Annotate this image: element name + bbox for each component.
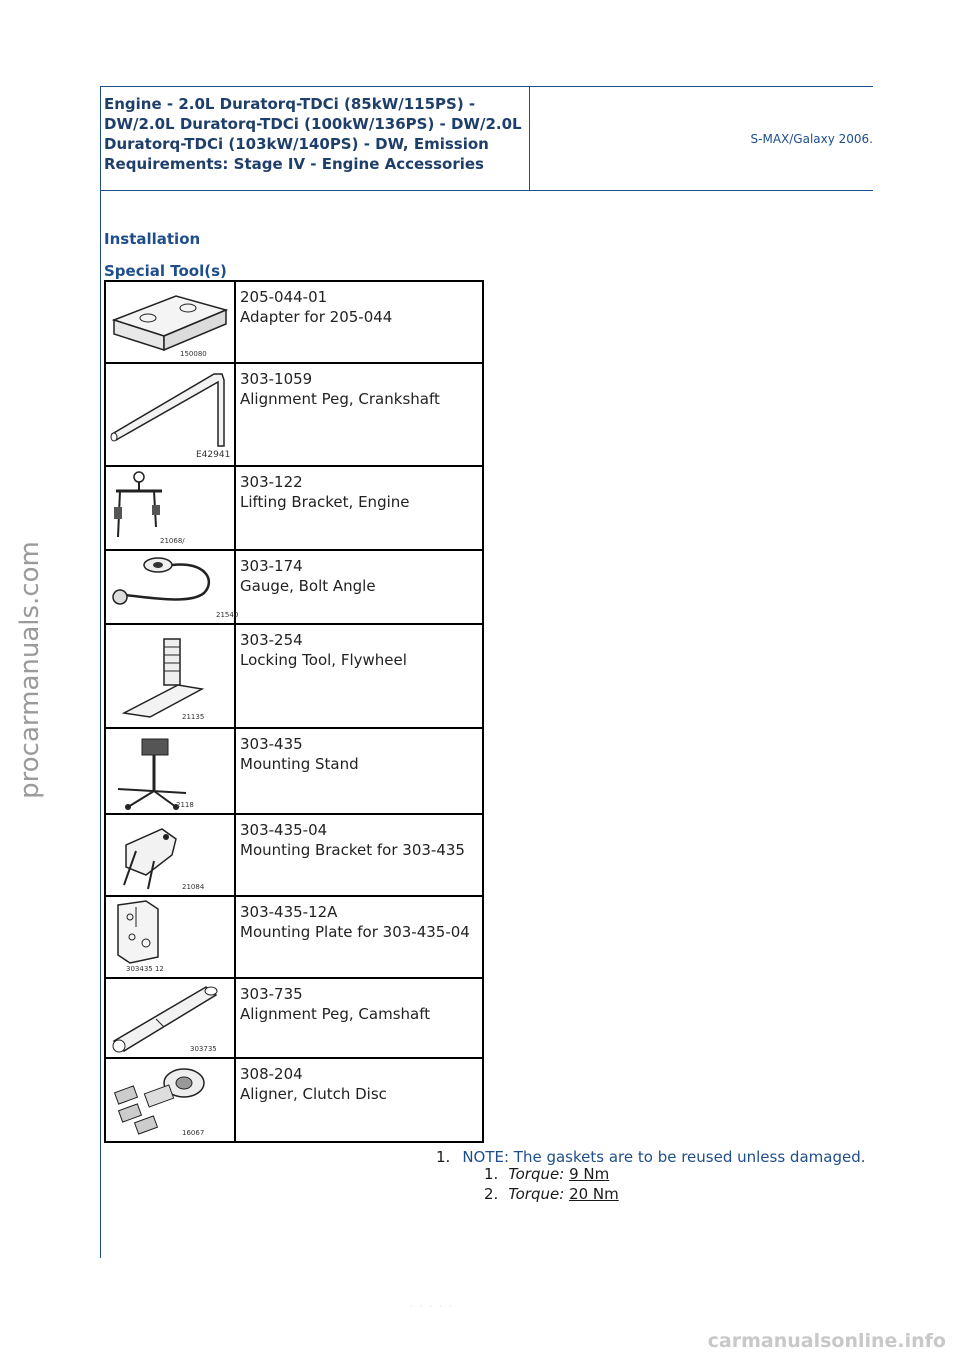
page-mark: · · · · · bbox=[410, 1302, 454, 1312]
tool-description-cell bbox=[235, 1058, 483, 1142]
tool-description-cell bbox=[235, 978, 483, 1058]
angle-gauge-icon bbox=[106, 551, 234, 623]
tool-description-cell bbox=[235, 624, 483, 728]
special-tools-table bbox=[104, 280, 484, 1143]
tool-image-cell bbox=[105, 466, 235, 550]
tool-code: 303-174 bbox=[240, 557, 303, 575]
tool-image-cell bbox=[105, 363, 235, 466]
step-note: NOTE: The gaskets are to be reused unless damaged. bbox=[462, 1148, 866, 1166]
torque-label: Torque: bbox=[508, 1185, 565, 1203]
procedure-substep bbox=[484, 1165, 609, 1183]
tool-code: 303-122 bbox=[240, 473, 303, 491]
tool-description-cell bbox=[235, 728, 483, 814]
tool-image-cell bbox=[105, 550, 239, 624]
tool-image-cell bbox=[105, 281, 235, 363]
tool-image-cell bbox=[105, 1058, 235, 1142]
tool-name: Mounting Stand bbox=[240, 755, 359, 773]
tool-name: Gauge, Bolt Angle bbox=[240, 577, 376, 595]
tool-name: Aligner, Clutch Disc bbox=[240, 1085, 387, 1103]
tool-image-cell bbox=[105, 624, 235, 728]
watermark-text: procarmanuals.com bbox=[15, 541, 45, 799]
substep-number: 2. bbox=[484, 1185, 499, 1203]
special-tools-heading: Special Tool(s) bbox=[104, 262, 227, 280]
clutch-aligner-icon bbox=[106, 1059, 234, 1141]
torque-value-link[interactable]: 20 Nm bbox=[569, 1185, 619, 1203]
tool-code: 303-435 bbox=[240, 735, 303, 753]
tool-image-label: 21084 bbox=[182, 883, 205, 891]
tool-image-label: 21540 bbox=[216, 611, 239, 619]
tool-code: 303-1059 bbox=[240, 370, 313, 388]
table-row bbox=[105, 281, 483, 363]
procedure-substep bbox=[484, 1185, 619, 1203]
tool-image-cell bbox=[105, 728, 235, 814]
tool-description-cell bbox=[235, 814, 483, 896]
vehicle-model: S-MAX/Galaxy 2006. bbox=[750, 132, 873, 146]
step-number: 1. bbox=[436, 1148, 451, 1166]
tool-name: Alignment Peg, Crankshaft bbox=[240, 390, 440, 408]
procedure-step bbox=[436, 1148, 873, 1166]
tool-description-cell bbox=[235, 281, 483, 363]
tool-name: Adapter for 205-044 bbox=[240, 308, 393, 326]
table-row bbox=[105, 896, 483, 978]
document-header bbox=[100, 86, 873, 191]
tool-image-label: 21135 bbox=[182, 713, 205, 721]
torque-label: Torque: bbox=[508, 1165, 565, 1183]
footer-site-watermark: carmanualsonline.info bbox=[707, 1330, 946, 1352]
watermark bbox=[10, 541, 50, 799]
tool-description-cell bbox=[235, 896, 483, 978]
tool-image-label: E42941 bbox=[196, 450, 231, 460]
adapter-block-icon bbox=[106, 282, 234, 362]
torque-value-link[interactable]: 9 Nm bbox=[569, 1165, 610, 1183]
section-title: Installation bbox=[104, 230, 201, 248]
mounting-bracket-icon bbox=[106, 815, 234, 895]
table-row bbox=[105, 978, 483, 1058]
tool-name: Mounting Bracket for 303-435 bbox=[240, 841, 465, 859]
tool-code: 303-435-12A bbox=[240, 903, 338, 921]
mounting-stand-icon bbox=[106, 729, 234, 813]
tool-name: Lifting Bracket, Engine bbox=[240, 493, 410, 511]
tool-image-label: 303435 12 bbox=[126, 965, 164, 973]
tool-image-label: 21068/ bbox=[160, 537, 185, 545]
tool-code: 303-735 bbox=[240, 985, 303, 1003]
table-row bbox=[105, 728, 483, 814]
substep-number: 1. bbox=[484, 1165, 499, 1183]
table-row bbox=[105, 814, 483, 896]
tool-code: 303-435-04 bbox=[240, 821, 328, 839]
left-rule bbox=[100, 86, 101, 1258]
table-row bbox=[105, 624, 483, 728]
tool-code: 205-044-01 bbox=[240, 288, 328, 306]
locking-tool-icon bbox=[106, 625, 234, 727]
tool-image-label: 16067 bbox=[182, 1129, 205, 1137]
table-row bbox=[105, 363, 483, 466]
table-row bbox=[105, 1058, 483, 1142]
table-row bbox=[105, 466, 483, 550]
tool-image-cell bbox=[105, 814, 235, 896]
tool-description-cell bbox=[235, 550, 483, 624]
tool-name: Mounting Plate for 303-435-04 bbox=[240, 923, 470, 941]
table-row bbox=[105, 550, 483, 624]
tool-image-label: 303735 bbox=[190, 1045, 217, 1053]
tool-code: 308-204 bbox=[240, 1065, 303, 1083]
tool-image-label: 2118 bbox=[176, 801, 194, 809]
tool-name: Alignment Peg, Camshaft bbox=[240, 1005, 431, 1023]
document-title: Engine - 2.0L Duratorq-TDCi (85kW/115PS) - DW/2.0L Duratorq-TDCi (100kW/136PS) - DW/2.0L Duratorq-TDCi (103kW/140PS) - DW, Emission Requirements: Stage IV - Engine Accessories bbox=[104, 95, 522, 173]
tool-image-cell bbox=[105, 978, 235, 1058]
tool-code: 303-254 bbox=[240, 631, 303, 649]
tool-image-label: 150080 bbox=[180, 350, 207, 358]
tool-description-cell bbox=[235, 466, 483, 550]
tool-image-cell bbox=[105, 896, 235, 978]
tool-name: Locking Tool, Flywheel bbox=[240, 651, 407, 669]
tool-description-cell bbox=[235, 363, 483, 466]
header-divider bbox=[529, 87, 530, 190]
